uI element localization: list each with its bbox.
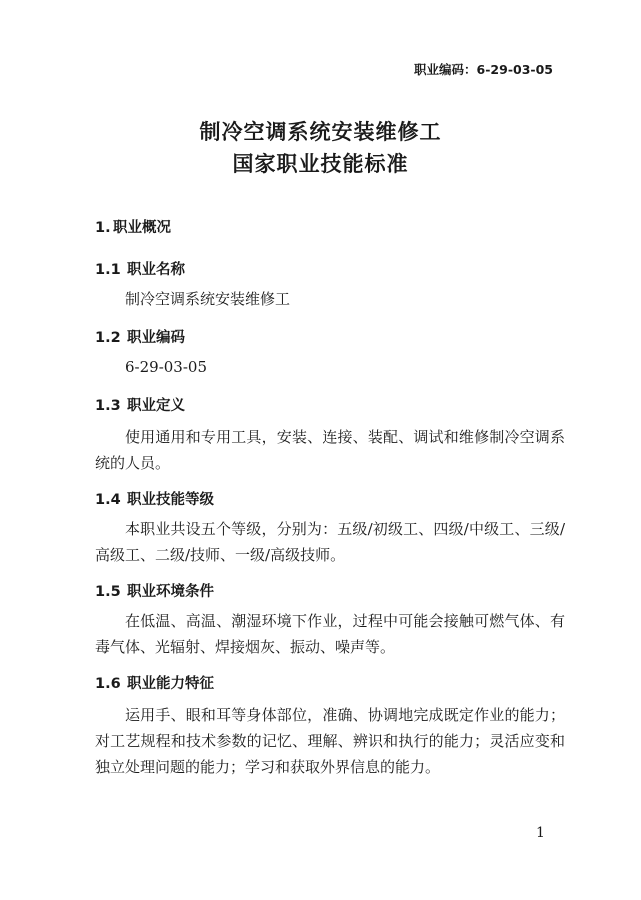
section-body-1-6: 运用手、眼和耳等身体部位，准确、协调地完成既定作业的能力；对工艺规程和技术参数的记忆、理解、辨识和执行的能力；灵活应变和独立处理问题的能力；学习和获取外界信息的能力。: [95, 706, 565, 776]
section-number: 1.1: [95, 262, 121, 278]
section-number: 1.6: [95, 676, 121, 692]
section-label: 职业定义: [127, 398, 185, 414]
section-heading-1-6: [95, 672, 214, 693]
page-number: 1: [536, 825, 545, 841]
section-body-1-3: 使用通用和专用工具，安装、连接、装配、调试和维修制冷空调系统的人员。: [95, 428, 565, 472]
section-number: 1.4: [95, 492, 121, 508]
document-title-line-2: 国家职业技能标准: [232, 152, 409, 176]
section-heading-1-5: [95, 580, 214, 601]
section-number: 1.: [95, 220, 111, 236]
occupation-code-header: 职业编码：6-29-03-05: [414, 62, 553, 77]
section-body-1-1: 制冷空调系统安装维修工: [125, 290, 291, 308]
section-number: 1.3: [95, 398, 121, 414]
section-number: 1.2: [95, 330, 121, 346]
section-body-1-2: 6-29-03-05: [125, 358, 208, 376]
section-heading-1-1: [95, 258, 185, 279]
section-label: 职业环境条件: [127, 584, 214, 600]
section-heading-1-4: [95, 488, 214, 509]
section-body-1-4: 本职业共设五个等级，分别为：五级/初级工、四级/中级工、三级/高级工、二级/技师、一级/高级技师。: [95, 520, 565, 564]
section-heading-1: [95, 216, 171, 237]
section-number: 1.5: [95, 584, 121, 600]
section-label: 职业编码: [127, 330, 185, 346]
section-label: 职业名称: [127, 262, 185, 278]
section-label: 职业概况: [113, 220, 171, 236]
section-body-1-5: 在低温、高温、潮湿环境下作业，过程中可能会接触可燃气体、有毒气体、光辐射、焊接烟灰、振动、噪声等。: [95, 612, 565, 656]
section-label: 职业技能等级: [127, 492, 214, 508]
section-label: 职业能力特征: [127, 676, 214, 692]
section-heading-1-3: [95, 394, 185, 415]
document-title-line-1: 制冷空调系统安装维修工: [199, 120, 442, 144]
section-heading-1-2: [95, 326, 185, 347]
